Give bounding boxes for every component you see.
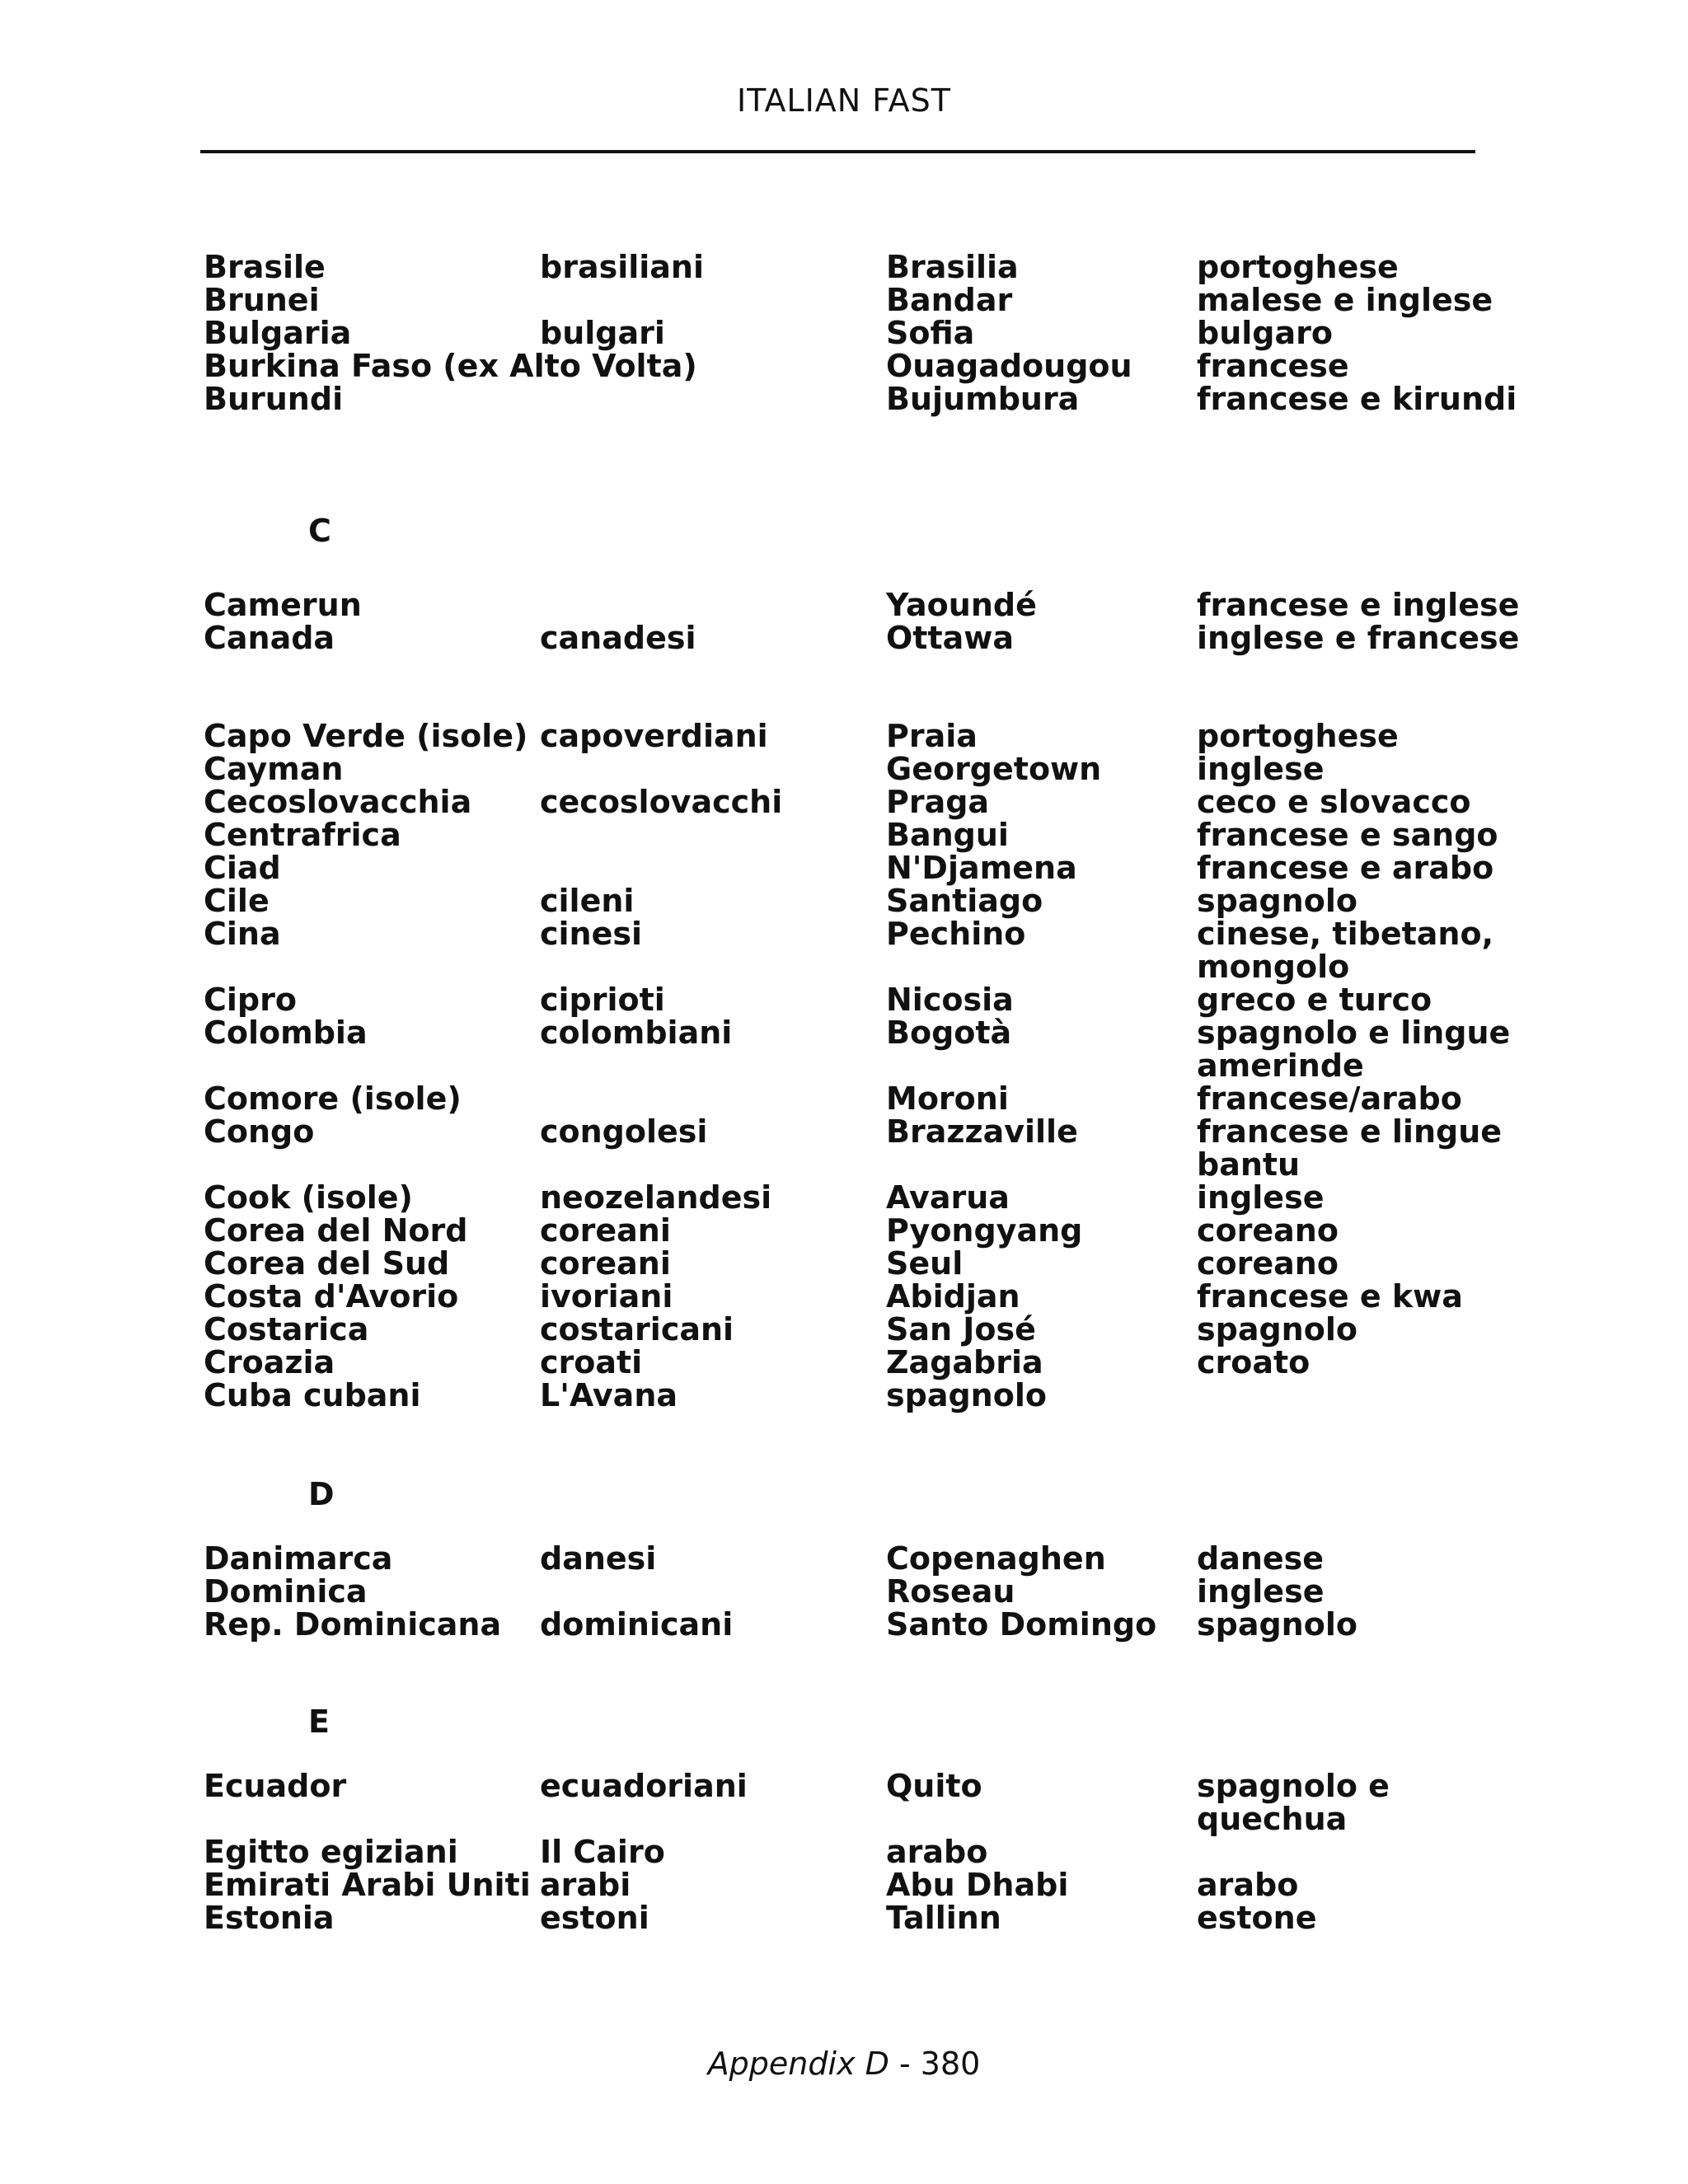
table-row xyxy=(204,1608,1506,1641)
country-cell: Ciad xyxy=(204,850,281,886)
country-cell: Colombia xyxy=(204,1015,368,1051)
country-cell: Burkina Faso (ex Alto Volta) xyxy=(204,348,697,384)
language-cell: spagnolo xyxy=(1197,1311,1357,1347)
table-row xyxy=(204,1280,1506,1313)
people-cell: coreani xyxy=(540,1212,671,1249)
country-cell: Bulgaria xyxy=(204,315,352,351)
language-cell: bantu xyxy=(1197,1146,1301,1183)
capital-cell: Bogotà xyxy=(886,1015,1012,1051)
section-letter: D xyxy=(308,1476,335,1512)
table-row xyxy=(204,284,1506,316)
table-row xyxy=(204,251,1506,284)
people-cell: bulgari xyxy=(540,315,665,351)
capital-cell: Santiago xyxy=(886,883,1043,919)
capital-cell: Praga xyxy=(886,784,990,820)
language-cell: francese e sango xyxy=(1197,817,1498,853)
capital-cell: San José xyxy=(886,1311,1036,1347)
letter-section xyxy=(204,513,1520,1413)
people-cell: croati xyxy=(540,1344,643,1380)
table-row xyxy=(204,1379,1506,1412)
capital-cell: Bandar xyxy=(886,282,1013,318)
people-cell: cecoslovacchi xyxy=(540,784,783,820)
page-number: 380 xyxy=(920,2046,981,2082)
table-row xyxy=(204,818,1506,851)
table-row xyxy=(204,884,1506,917)
language-cell: portoghese xyxy=(1197,249,1399,285)
capital-cell: Bujumbura xyxy=(886,381,1080,417)
capital-cell: Bangui xyxy=(886,817,1009,853)
language-cell: arabo xyxy=(1197,1867,1299,1903)
language-cell: mongolo xyxy=(1197,949,1350,985)
letter-section xyxy=(204,249,1517,417)
capital-cell: Praia xyxy=(886,718,978,754)
table-row xyxy=(204,917,1506,950)
table-row xyxy=(204,1868,1506,1901)
language-cell: francese e kwa xyxy=(1197,1278,1463,1315)
table-row xyxy=(204,785,1506,818)
letter-section xyxy=(204,1478,1506,1641)
table-row xyxy=(204,381,1517,417)
country-cell: Rep. Dominicana xyxy=(204,1606,502,1643)
capital-cell: Georgetown xyxy=(886,751,1102,787)
table-row xyxy=(204,1769,1506,1802)
language-cell: inglese xyxy=(1197,1179,1325,1216)
language-cell: ceco e slovacco xyxy=(1197,784,1471,820)
capital-cell: Ouagadougou xyxy=(886,348,1132,384)
people-cell: costaricani xyxy=(540,1311,734,1347)
table-row xyxy=(204,1901,1506,1934)
people-cell: dominicani xyxy=(540,1606,734,1643)
country-cell: Canada xyxy=(204,620,335,656)
table-row xyxy=(204,1214,1506,1247)
country-cell: Croazia xyxy=(204,1344,335,1380)
language-cell: coreano xyxy=(1197,1212,1339,1249)
capital-cell: Abidjan xyxy=(886,1278,1020,1315)
table-row xyxy=(204,1313,1506,1346)
people-cell: coreani xyxy=(540,1245,671,1282)
language-cell: francese xyxy=(1197,348,1349,384)
table-row xyxy=(204,1802,1506,1835)
capital-cell: Sofia xyxy=(886,315,975,351)
people-cell: neozelandesi xyxy=(540,1179,772,1216)
language-cell: spagnolo xyxy=(1197,883,1357,919)
capital-cell: Copenaghen xyxy=(886,1540,1106,1577)
country-cell: Cecoslovacchia xyxy=(204,784,472,820)
page-header: ITALIAN FAST xyxy=(736,82,952,119)
table-row xyxy=(204,1148,1506,1181)
language-cell: amerinde xyxy=(1197,1047,1364,1084)
letter-section xyxy=(204,1705,1506,1934)
page-footer xyxy=(0,2046,1688,2082)
country-cell: Costarica xyxy=(204,1311,369,1347)
language-cell: bulgaro xyxy=(1197,315,1333,351)
country-cell: Egitto egiziani xyxy=(204,1834,458,1870)
country-cell: Emirati Arabi Uniti xyxy=(204,1867,531,1903)
table-row xyxy=(204,983,1506,1016)
table-row xyxy=(204,752,1506,785)
capital-cell: Tallinn xyxy=(886,1900,1001,1936)
table-row xyxy=(204,620,1520,656)
language-cell: cinese, tibetano, xyxy=(1197,916,1493,952)
table-row xyxy=(204,1082,1506,1115)
country-cell: Cuba cubani xyxy=(204,1377,421,1413)
country-cell: Cayman xyxy=(204,751,344,787)
table-row xyxy=(204,1015,1511,1051)
people-cell: ecuadoriani xyxy=(540,1768,748,1804)
language-cell: spagnolo e xyxy=(1197,1768,1390,1804)
country-cell: Cook (isole) xyxy=(204,1179,413,1216)
capital-cell: Pyongyang xyxy=(886,1212,1083,1249)
capital-cell: arabo xyxy=(886,1834,988,1870)
people-cell: congolesi xyxy=(540,1113,708,1150)
people-cell: estoni xyxy=(540,1900,649,1936)
table-row xyxy=(204,719,1506,752)
capital-cell: Quito xyxy=(886,1768,982,1804)
people-cell: ciprioti xyxy=(540,982,665,1018)
table-row xyxy=(204,1575,1506,1608)
people-cell: Il Cairo xyxy=(540,1834,665,1870)
table-row xyxy=(204,1346,1506,1379)
language-cell: quechua xyxy=(1197,1801,1348,1837)
language-cell: inglese e francese xyxy=(1197,620,1520,656)
country-cell: Capo Verde (isole) xyxy=(204,718,528,754)
table-row xyxy=(204,1542,1506,1575)
capital-cell: Ottawa xyxy=(886,620,1015,656)
country-cell: Corea del Nord xyxy=(204,1212,468,1249)
country-cell: Cipro xyxy=(204,982,297,1018)
country-cell: Corea del Sud xyxy=(204,1245,450,1282)
people-cell: L'Avana xyxy=(540,1377,678,1413)
country-cell: Dominica xyxy=(204,1573,368,1610)
language-cell: malese e inglese xyxy=(1197,282,1493,318)
country-table xyxy=(204,249,1520,1936)
table-row xyxy=(204,1049,1506,1082)
country-cell: Comore (isole) xyxy=(204,1080,462,1117)
table-row xyxy=(204,950,1506,983)
capital-cell: Brazzaville xyxy=(886,1113,1078,1150)
people-cell: ivoriani xyxy=(540,1278,673,1315)
language-cell: spagnolo xyxy=(1197,1606,1357,1643)
capital-cell: Roseau xyxy=(886,1573,1015,1610)
country-cell: Brunei xyxy=(204,282,320,318)
capital-cell: Seul xyxy=(886,1245,964,1282)
language-cell: francese e lingue xyxy=(1197,1113,1503,1150)
language-cell: francese e inglese xyxy=(1197,587,1520,623)
people-cell: cinesi xyxy=(540,916,643,952)
country-cell: Congo xyxy=(204,1113,315,1150)
people-cell: cileni xyxy=(540,883,635,919)
capital-cell: Zagabria xyxy=(886,1344,1043,1380)
language-cell: francese e kirundi xyxy=(1197,381,1517,417)
capital-cell: Brasilia xyxy=(886,249,1019,285)
section-letter: C xyxy=(308,513,331,549)
language-cell: inglese xyxy=(1197,751,1325,787)
capital-cell: Moroni xyxy=(886,1080,1009,1117)
capital-cell: Santo Domingo xyxy=(886,1606,1157,1643)
country-cell: Cile xyxy=(204,883,270,919)
header-rule xyxy=(200,150,1475,153)
country-cell: Estonia xyxy=(204,1900,335,1936)
country-cell: Centrafrica xyxy=(204,817,401,853)
people-cell: arabi xyxy=(540,1867,631,1903)
capital-cell: Abu Dhabi xyxy=(886,1867,1069,1903)
country-cell: Cina xyxy=(204,916,281,952)
country-cell: Danimarca xyxy=(204,1540,393,1577)
table-row xyxy=(204,1115,1506,1148)
capital-cell: Yaoundé xyxy=(886,587,1037,623)
people-cell: canadesi xyxy=(540,620,696,656)
people-cell: capoverdiani xyxy=(540,718,768,754)
people-cell: brasiliani xyxy=(540,249,704,285)
table-row xyxy=(204,1247,1506,1280)
language-cell: francese e arabo xyxy=(1197,850,1494,886)
country-cell: Brasile xyxy=(204,249,326,285)
language-cell: francese/arabo xyxy=(1197,1080,1462,1117)
people-cell: danesi xyxy=(540,1540,657,1577)
language-cell: croato xyxy=(1197,1344,1311,1380)
people-cell: colombiani xyxy=(540,1015,733,1051)
language-cell: greco e turco xyxy=(1197,982,1432,1018)
table-row xyxy=(204,349,1506,382)
table-row xyxy=(204,587,1520,623)
table-row xyxy=(204,1835,1506,1868)
footer-label: Appendix D xyxy=(707,2046,889,2082)
capital-cell: N'Djamena xyxy=(886,850,1077,886)
language-cell: danese xyxy=(1197,1540,1325,1577)
language-cell: estone xyxy=(1197,1900,1317,1936)
table-row xyxy=(204,851,1506,884)
country-cell: Burundi xyxy=(204,381,344,417)
language-cell: spagnolo e lingue xyxy=(1197,1015,1511,1051)
country-cell: Camerun xyxy=(204,587,362,623)
country-cell: Ecuador xyxy=(204,1768,347,1804)
table-row xyxy=(204,316,1506,349)
capital-cell: Avarua xyxy=(886,1179,1010,1216)
language-cell: inglese xyxy=(1197,1573,1325,1610)
capital-cell: spagnolo xyxy=(886,1377,1047,1413)
section-letter: E xyxy=(308,1704,330,1740)
capital-cell: Nicosia xyxy=(886,982,1014,1018)
capital-cell: Pechino xyxy=(886,916,1026,952)
language-cell: coreano xyxy=(1197,1245,1339,1282)
language-cell: portoghese xyxy=(1197,718,1399,754)
footer-separator: - xyxy=(889,2046,921,2082)
table-row xyxy=(204,1181,1506,1214)
country-cell: Costa d'Avorio xyxy=(204,1278,459,1315)
